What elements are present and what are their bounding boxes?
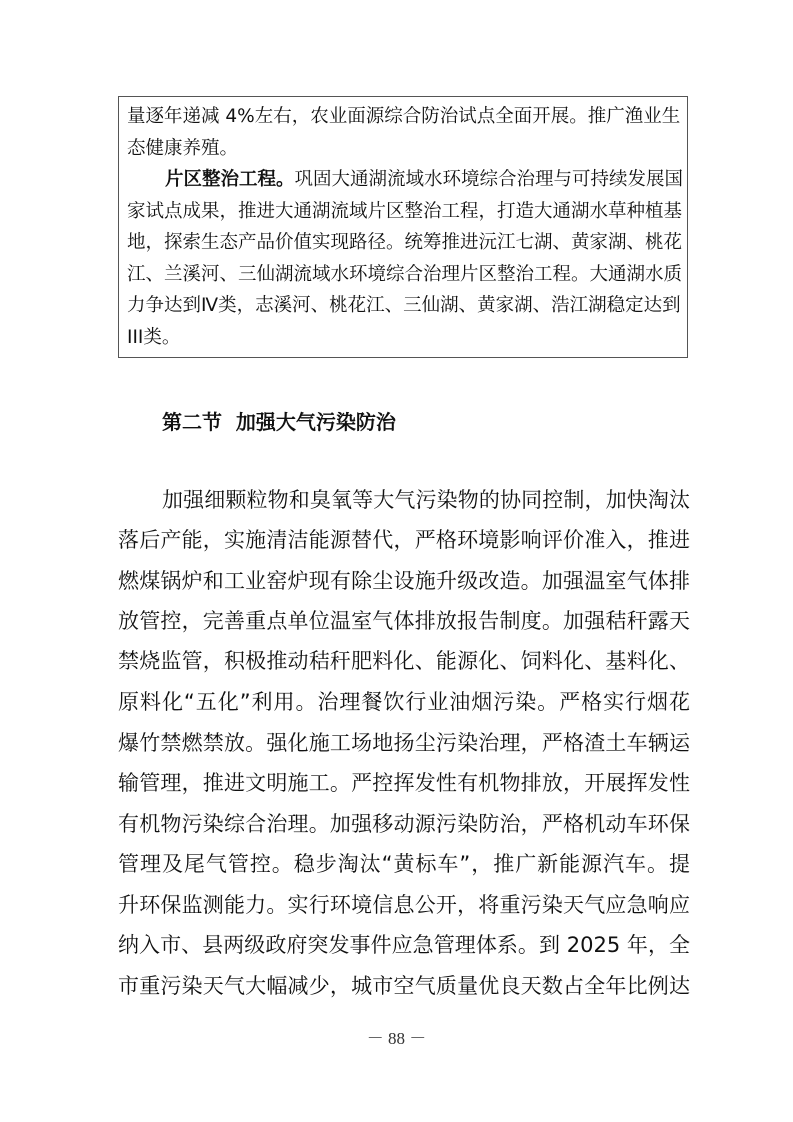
box-line: 量逐年递减 4%左右，农业面源综合防治试点全面开展。推广渔业生 [127, 106, 681, 127]
box-line-text: 巩固大通湖流域水环境综合治理与可持续发展国 [294, 169, 684, 190]
body-line: 落后产能，实施清洁能源替代，严格环境影响评价准入，推进 [118, 528, 690, 552]
body-line: 爆竹禁燃禁放。强化施工场地扬尘污染治理，严格渣土车辆运 [118, 731, 690, 755]
highlight-box [118, 96, 688, 358]
box-line: 态健康养殖。 [127, 138, 239, 159]
body-line: 禁烧监管，积极推动秸秆肥料化、能源化、饲料化、基料化、 [118, 649, 690, 673]
body-line: 燃煤锅炉和工业窑炉现有除尘设施升级改造。加强温室气体排 [118, 569, 690, 593]
body-line: 原料化“五化”利用。治理餐饮行业油烟污染。严格实行烟花 [118, 690, 690, 714]
body-line: 加强细颗粒物和臭氧等大气污染物的协同控制，加快淘汰 [162, 488, 690, 512]
body-line: 纳入市、县两级政府突发事件应急管理体系。到 2025 年，全 [118, 933, 690, 957]
box-line: 家试点成果，推进大通湖流域片区整治工程，打造大通湖水草种植基 [127, 201, 683, 222]
body-line: 有机物污染综合治理。加强移动源污染防治，严格机动车环保 [118, 812, 690, 836]
box-line: 江、兰溪河、三仙湖流域水环境综合治理片区整治工程。大通湖水质 [127, 264, 683, 285]
box-line: III类。 [127, 327, 181, 348]
body-line: 市重污染天气大幅减少，城市空气质量优良天数占全年比例达 [118, 974, 690, 998]
box-line: 地，探索生态产品价值实现路径。统筹推进沅江七湖、黄家湖、桃花 [127, 232, 683, 253]
section-heading: 第二节 加强大气污染防治 [162, 410, 396, 434]
box-line: 力争达到Ⅳ类，志溪河、桃花江、三仙湖、黄家湖、浩江湖稳定达到 [127, 295, 681, 316]
body-line: 放管控，完善重点单位温室气体排放报告制度。加强秸秆露天 [118, 609, 690, 633]
page-number: － 88 － [366, 1029, 427, 1048]
body-line: 管理及尾气管控。稳步淘汰“黄标车”，推广新能源汽车。提 [118, 852, 690, 876]
body-line: 输管理，推进文明施工。严控挥发性有机物排放，开展挥发性 [118, 771, 690, 795]
box-line [165, 169, 684, 191]
body-line: 升环保监测能力。实行环境信息公开，将重污染天气应急响应 [118, 893, 690, 917]
bold-lead: 片区整治工程。 [165, 169, 295, 190]
